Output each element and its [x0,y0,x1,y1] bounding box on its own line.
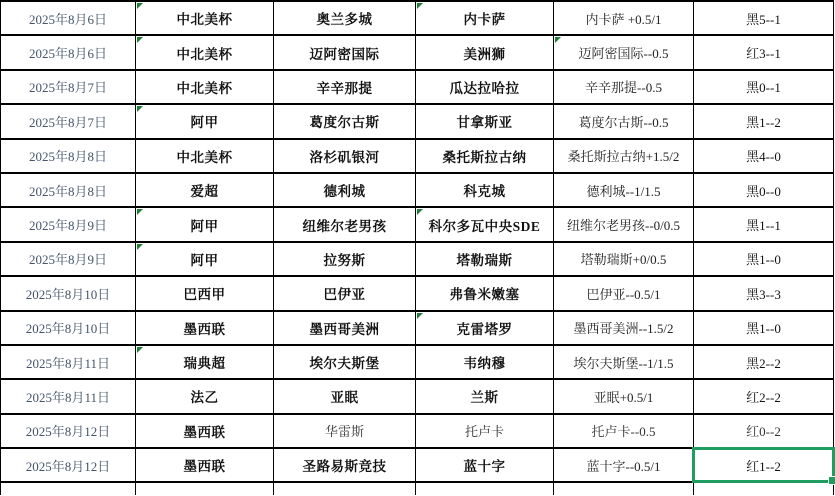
result-cell[interactable] [694,448,834,482]
away-team-cell[interactable] [416,448,554,482]
handicap-cell[interactable] [554,104,694,138]
cell-text: 纽维尔老男孩 [302,218,387,234]
table-row [1,414,834,448]
cell-text: 2025年8月10日 [25,286,111,302]
cell-text: 奥兰多城 [316,12,373,28]
cell-text: 葛度尔古斯 [309,115,380,131]
cell-text: 2025年8月7日 [28,114,107,130]
league-cell[interactable] [136,311,274,345]
date-cell[interactable] [1,345,136,379]
cell-text: 巴伊亚--0.5/1 [586,286,661,302]
cell-text: 2025年8月8日 [28,183,107,199]
table-row [1,242,834,276]
cell-text: 红1--2 [746,458,781,474]
empty-cell[interactable] [274,482,416,495]
home-team-cell[interactable] [274,35,416,69]
cell-text: 墨西联 [183,424,226,440]
cell-text: 克雷塔罗 [456,321,513,337]
fill-handle[interactable] [828,476,835,485]
cell-text: 黑1--2 [746,114,781,130]
table-row [1,1,834,35]
error-indicator-triangle-icon [137,37,143,43]
table-row [1,345,834,379]
cell-text: 内卡萨 +0.5/1 [585,11,662,27]
league-cell[interactable] [136,242,274,276]
league-cell[interactable] [136,345,274,379]
home-team-cell[interactable] [274,1,416,35]
cell-text: 瑞典超 [183,356,226,372]
table-row [1,379,834,413]
result-cell[interactable] [694,35,834,69]
cell-text: 纽维尔老男孩--0/0.5 [566,218,681,234]
date-cell[interactable] [1,104,136,138]
league-cell[interactable] [136,35,274,69]
cell-text: 黑4--0 [746,149,781,165]
empty-cell[interactable] [1,482,136,495]
table-row [1,139,834,173]
cell-text: 科尔多瓦中央SDE [428,218,541,234]
cell-text: 爱超 [190,184,219,200]
table-row [1,448,834,482]
cell-text: 桑托斯拉古纳+1.5/2 [567,149,680,165]
handicap-cell[interactable] [554,311,694,345]
league-cell[interactable] [136,139,274,173]
league-cell[interactable] [136,448,274,482]
league-cell[interactable] [136,379,274,413]
date-cell[interactable] [1,379,136,413]
home-team-cell[interactable] [274,311,416,345]
date-cell[interactable] [1,276,136,310]
result-cell[interactable] [694,139,834,173]
result-cell[interactable] [694,345,834,379]
handicap-cell[interactable] [554,139,694,173]
cell-text: 洛杉矶银河 [309,149,380,165]
cell-text: 墨西联 [183,459,226,475]
handicap-cell[interactable] [554,1,694,35]
cell-text: 中北美杯 [176,46,233,62]
cell-text: 墨西联 [183,321,226,337]
handicap-cell[interactable] [554,242,694,276]
cell-text: 黑0--1 [746,80,781,96]
date-cell[interactable] [1,207,136,241]
away-team-cell[interactable] [416,276,554,310]
date-cell[interactable] [1,311,136,345]
cell-text: 2025年8月8日 [28,149,107,165]
cell-text: 黑1--0 [746,321,781,337]
date-cell[interactable] [1,1,136,35]
handicap-cell[interactable] [554,276,694,310]
error-indicator-triangle-icon [417,3,423,9]
empty-cell[interactable] [694,482,834,495]
away-team-cell[interactable] [416,379,554,413]
cell-text: 墨西哥美洲 [309,321,380,337]
cell-text: 美洲狮 [463,46,506,62]
error-indicator-triangle-icon [137,209,143,215]
cell-text: 墨西哥美洲--1.5/2 [573,321,674,337]
date-cell[interactable] [1,448,136,482]
result-cell[interactable] [694,207,834,241]
cell-text: 2025年8月9日 [28,218,107,234]
cell-text: 桑托斯拉古纳 [442,149,527,165]
away-team-cell[interactable] [416,35,554,69]
match-table-body [1,1,834,495]
cell-text: 葛度尔古斯--0.5 [578,114,669,130]
cell-text: 华雷斯 [324,424,364,440]
league-cell[interactable] [136,1,274,35]
cell-text: 2025年8月10日 [25,321,111,337]
cell-text: 2025年8月6日 [28,11,107,27]
error-indicator-triangle-icon [137,3,143,9]
cell-text: 黑0--0 [746,183,781,199]
cell-text: 2025年8月6日 [28,46,107,62]
handicap-cell[interactable] [554,35,694,69]
cell-text: 埃尔夫斯堡--1/1.5 [573,355,674,371]
result-cell[interactable] [694,242,834,276]
error-indicator-triangle-icon [137,244,143,250]
handicap-cell[interactable] [554,448,694,482]
handicap-cell[interactable] [554,379,694,413]
table-row [1,207,834,241]
cell-text: 德利城 [323,184,366,200]
cell-text: 2025年8月11日 [25,355,111,371]
table-row [1,35,834,69]
cell-text: 弗鲁米嫩塞 [449,287,520,303]
cell-text: 科克城 [463,184,506,200]
cell-text: 阿甲 [190,252,219,268]
cell-text: 巴西甲 [183,287,226,303]
date-cell[interactable] [1,414,136,448]
date-cell[interactable] [1,35,136,69]
home-team-cell[interactable] [274,70,416,104]
error-indicator-triangle-icon [555,37,561,43]
error-indicator-triangle-icon [417,313,423,319]
cell-text: 德利城--1/1.5 [586,183,661,199]
home-team-cell[interactable] [274,345,416,379]
handicap-cell[interactable] [554,345,694,379]
table-row [1,70,834,104]
away-team-cell[interactable] [416,414,554,448]
away-team-cell[interactable] [416,345,554,379]
home-team-cell[interactable] [274,276,416,310]
error-indicator-triangle-icon [137,347,143,353]
cell-text: 黑1--0 [746,252,781,268]
league-cell[interactable] [136,276,274,310]
empty-cell[interactable] [554,482,694,495]
result-cell[interactable] [694,414,834,448]
league-cell[interactable] [136,414,274,448]
cell-text: 2025年8月12日 [25,458,111,474]
league-cell[interactable] [136,70,274,104]
cell-text: 红3--1 [746,46,781,62]
empty-cell[interactable] [416,482,554,495]
cell-text: 迈阿密国际 [309,46,380,62]
handicap-cell[interactable] [554,414,694,448]
cell-text: 内卡萨 [463,12,506,28]
home-team-cell[interactable] [274,414,416,448]
result-cell[interactable] [694,1,834,35]
cell-text: 甘拿斯亚 [456,115,513,131]
result-cell[interactable] [694,276,834,310]
cell-text: 迈阿密国际--0.5 [578,46,669,62]
cell-text: 埃尔夫斯堡 [309,356,380,372]
cell-text: 辛辛那提--0.5 [585,80,662,96]
home-team-cell[interactable] [274,242,416,276]
away-team-cell[interactable] [416,1,554,35]
table-row [1,311,834,345]
league-cell[interactable] [136,207,274,241]
home-team-cell[interactable] [274,104,416,138]
cell-text: 2025年8月11日 [25,389,111,405]
handicap-cell[interactable] [554,173,694,207]
cell-text: 2025年8月7日 [28,80,107,96]
handicap-cell[interactable] [554,70,694,104]
home-team-cell[interactable] [274,379,416,413]
result-cell[interactable] [694,311,834,345]
table-row [1,173,834,207]
table-row [1,276,834,310]
cell-text: 2025年8月12日 [25,424,111,440]
cell-text: 亚眠+0.5/1 [593,389,654,405]
away-team-cell[interactable] [416,242,554,276]
cell-text: 蓝十字 [463,459,506,475]
handicap-cell[interactable] [554,207,694,241]
error-indicator-triangle-icon [137,106,143,112]
cell-text: 圣路易斯竞技 [302,459,387,475]
home-team-cell[interactable] [274,207,416,241]
result-cell[interactable] [694,104,834,138]
home-team-cell[interactable] [274,448,416,482]
cell-text: 阿甲 [190,115,219,131]
cell-text: 中北美杯 [176,149,233,165]
cell-text: 中北美杯 [176,12,233,28]
away-team-cell[interactable] [416,70,554,104]
home-team-cell[interactable] [274,139,416,173]
cell-text: 亚眠 [330,390,359,406]
away-team-cell[interactable] [416,139,554,173]
away-team-cell[interactable] [416,104,554,138]
table-row [1,104,834,138]
cell-text: 蓝十字--0.5/1 [586,458,661,474]
cell-text: 法乙 [190,390,219,406]
away-team-cell[interactable] [416,311,554,345]
cell-text: 巴伊亚 [323,287,366,303]
cell-text: 2025年8月9日 [28,252,107,268]
away-team-cell[interactable] [416,173,554,207]
cell-text: 托卢卡--0.5 [591,424,656,440]
result-cell[interactable] [694,379,834,413]
date-cell[interactable] [1,242,136,276]
date-cell[interactable] [1,173,136,207]
empty-cell[interactable] [136,482,274,495]
table-row-partial [1,482,834,495]
cell-text: 塔勒瑞斯 [456,252,513,268]
away-team-cell[interactable] [416,207,554,241]
error-indicator-triangle-icon [417,209,423,215]
cell-text: 黑1--1 [746,218,781,234]
league-cell[interactable] [136,173,274,207]
cell-text: 黑5--1 [746,11,781,27]
cell-text: 阿甲 [190,218,219,234]
cell-text: 兰斯 [470,390,499,406]
home-team-cell[interactable] [274,173,416,207]
cell-text: 拉努斯 [323,252,366,268]
cell-text: 瓜达拉哈拉 [449,80,520,96]
result-cell[interactable] [694,173,834,207]
cell-text: 中北美杯 [176,80,233,96]
date-cell[interactable] [1,139,136,173]
cell-text: 托卢卡 [464,424,504,440]
cell-text: 辛辛那提 [316,80,373,96]
cell-text: 红0--2 [746,424,781,440]
league-cell[interactable] [136,104,274,138]
cell-text: 塔勒瑞斯+0/0.5 [580,252,667,268]
cell-text: 韦纳穆 [463,356,506,372]
cell-text: 黑3--3 [746,286,781,302]
cell-text: 黑2--2 [746,355,781,371]
result-cell[interactable] [694,70,834,104]
date-cell[interactable] [1,70,136,104]
cell-text: 红2--2 [746,389,781,405]
